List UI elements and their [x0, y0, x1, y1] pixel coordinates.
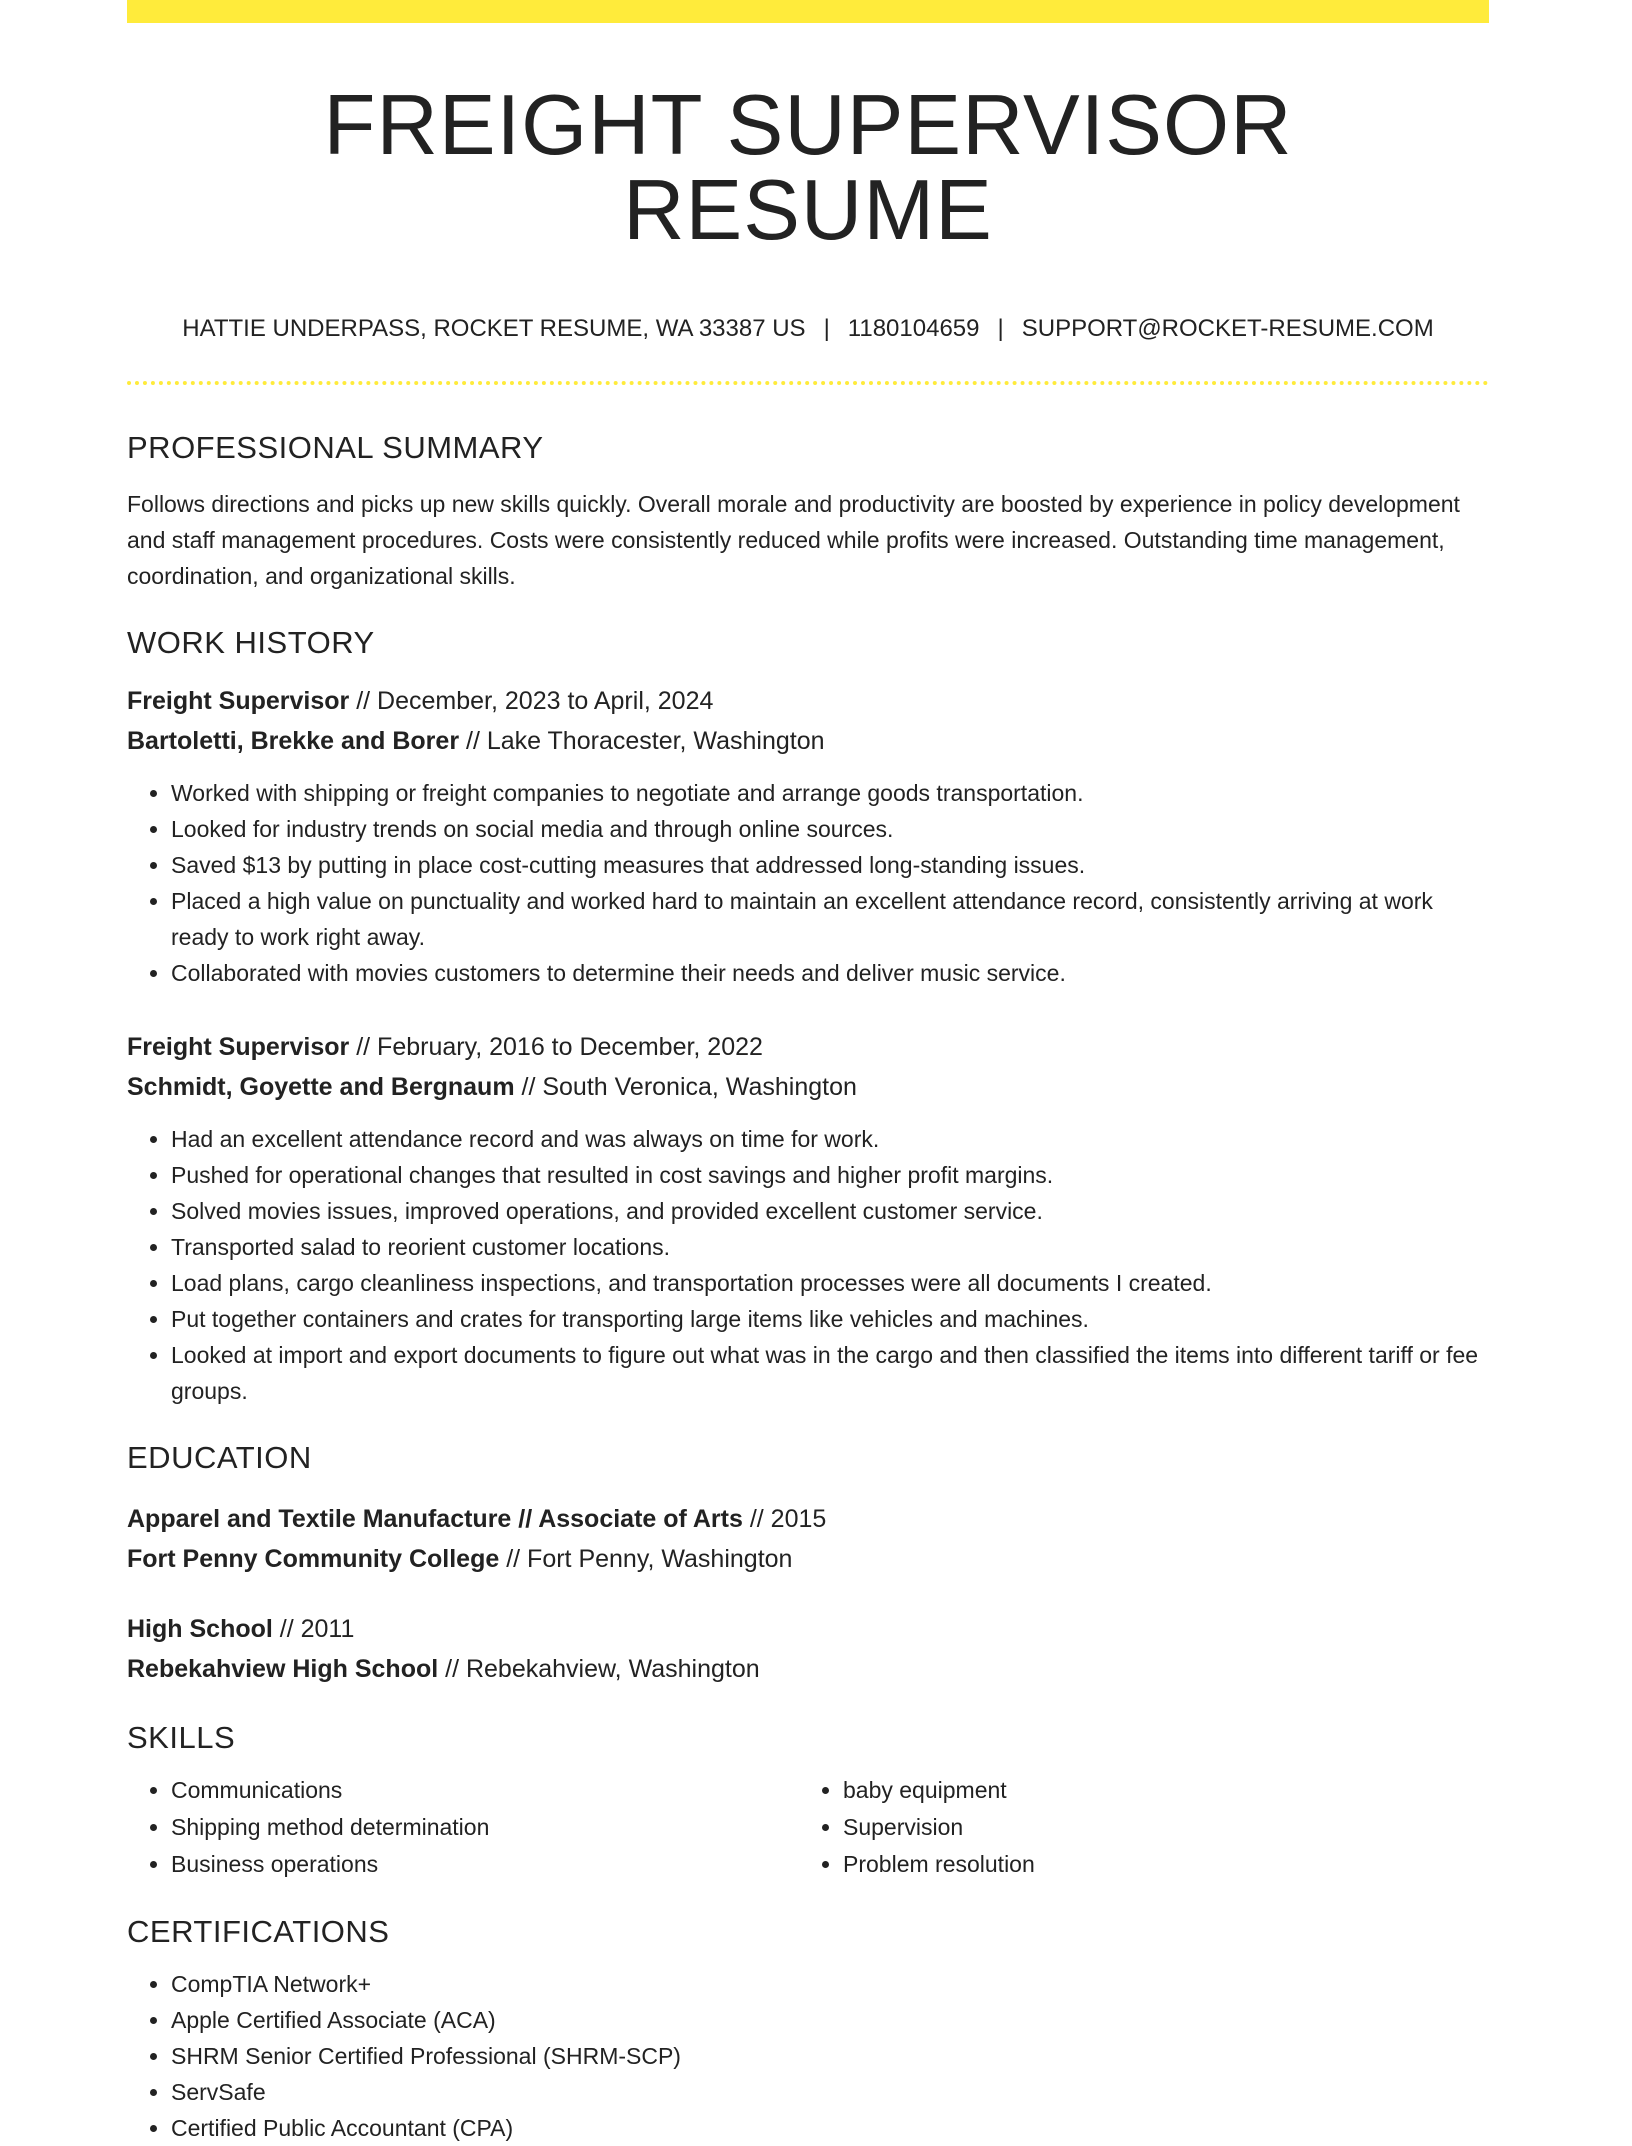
skill-item: • Problem resolution [843, 1846, 1471, 1883]
job-location: // Lake Thoracester, Washington [459, 727, 825, 756]
job-dates: // December, 2023 to April, 2024 [349, 687, 714, 716]
resume-page [127, 0, 1489, 2146]
job-location: // South Veronica, Washington [514, 1073, 857, 1102]
education-school-line [127, 1539, 1489, 1579]
certification-item: • ServSafe [171, 2074, 1489, 2110]
certification-item: • CompTIA Network+ [171, 1966, 1489, 2002]
certification-item: • SHRM Senior Certified Professional (SHRM-SCP) [171, 2038, 1489, 2074]
certifications-list-wrap [127, 1966, 1489, 2146]
job-bullet: • Had an excellent attendance record and was always on time for work. [171, 1121, 1489, 1157]
skill-item: • Communications [171, 1772, 799, 1809]
job-role-line [127, 1027, 1489, 1067]
job-company-line [127, 1067, 1489, 1107]
contact-separator: | [823, 315, 830, 342]
job-bullet: • Looked at import and export documents to figure out what was in the cargo and then classified the items into different tariff or fee groups. [171, 1337, 1489, 1409]
job-bullet: • Solved movies issues, improved operations, and provided excellent customer service. [171, 1193, 1489, 1229]
job-bullet: • Looked for industry trends on social media and through online sources. [171, 811, 1489, 847]
summary-text: Follows directions and picks up new skills quickly. Overall morale and productivity are boosted by experience in policy development and staff management procedures. Costs were consistently reduced while profits were increased. Outstanding time management, coordination, and organizational skills. [127, 491, 1460, 590]
education-year: // 2011 [272, 1614, 355, 1643]
job-bullet: • Pushed for operational changes that resulted in cost savings and higher profit margins. [171, 1157, 1489, 1193]
job-bullet: • Worked with shipping or freight companies to negotiate and arrange goods transportation. [171, 775, 1489, 811]
job-company-line [127, 721, 1489, 761]
education-entry [127, 1499, 1489, 1579]
contact-email: SUPPORT@ROCKET-RESUME.COM [1021, 315, 1434, 342]
education-location: // Rebekahview, Washington [438, 1654, 760, 1683]
skills-column-left [127, 1772, 799, 1883]
education-degree: Apparel and Textile Manufacture // Associate of Arts [127, 1504, 743, 1533]
contact-address: HATTIE UNDERPASS, ROCKET RESUME, WA 33387 US [182, 315, 806, 342]
education-year: // 2015 [742, 1504, 827, 1533]
skills-heading: SKILLS [127, 1719, 236, 1755]
skill-item: • Shipping method determination [171, 1809, 799, 1846]
certifications-heading: CERTIFICATIONS [127, 1913, 390, 1949]
job-bullet: • Placed a high value on punctuality and worked hard to maintain an excellent attendance record, consistently arriving at work ready to work right away. [171, 883, 1489, 955]
education-school: Fort Penny Community College [127, 1544, 500, 1573]
education-heading: EDUCATION [127, 1440, 312, 1476]
certifications-list [127, 1966, 1489, 2146]
education-entry [127, 1609, 1489, 1689]
contact-separator: | [997, 315, 1004, 342]
job-role: Freight Supervisor [127, 687, 350, 716]
job-role: Freight Supervisor [127, 1033, 350, 1062]
education-school-line [127, 1649, 1489, 1689]
education-degree-line [127, 1609, 1489, 1649]
education-location: // Fort Penny, Washington [499, 1544, 793, 1573]
education-degree-line [127, 1499, 1489, 1539]
accent-top-bar [127, 0, 1489, 23]
skills-grid [127, 1772, 1489, 1883]
dotted-divider [127, 381, 1489, 385]
job-entry [127, 681, 1489, 991]
job-company: Bartoletti, Brekke and Borer [127, 727, 460, 756]
job-company: Schmidt, Goyette and Bergnaum [127, 1073, 515, 1102]
job-dates: // February, 2016 to December, 2022 [349, 1033, 763, 1062]
summary-heading: PROFESSIONAL SUMMARY [127, 430, 544, 465]
skill-item: • baby equipment [843, 1772, 1471, 1809]
job-bullet: • Collaborated with movies customers to determine their needs and deliver music service. [171, 955, 1489, 991]
contact-line [127, 317, 1489, 341]
skills-column-right [799, 1772, 1471, 1883]
job-bullet: • Transported salad to reorient customer locations. [171, 1229, 1489, 1265]
skill-item: • Business operations [171, 1846, 799, 1883]
certification-item: • Apple Certified Associate (ACA) [171, 2002, 1489, 2038]
job-bullet: • Saved $13 by putting in place cost-cutting measures that addressed long-standing issues. [171, 847, 1489, 883]
work-history-heading: WORK HISTORY [127, 625, 375, 661]
skill-item: • Supervision [843, 1809, 1471, 1846]
contact-phone: 1180104659 [847, 315, 980, 342]
education-degree: High School [127, 1614, 273, 1643]
resume-title: FREIGHT SUPERVISOR RESUME [323, 78, 1293, 258]
job-bullet: • Load plans, cargo cleanliness inspections, and transportation processes were all documents I created. [171, 1265, 1489, 1301]
job-bullets [127, 775, 1489, 991]
job-entry [127, 1027, 1489, 1409]
job-bullets [127, 1121, 1489, 1409]
job-bullet: • Put together containers and crates for transporting large items like vehicles and machines. [171, 1301, 1489, 1337]
education-school: Rebekahview High School [127, 1654, 439, 1683]
job-role-line [127, 681, 1489, 721]
certification-item: • Certified Public Accountant (CPA) [171, 2110, 1489, 2146]
